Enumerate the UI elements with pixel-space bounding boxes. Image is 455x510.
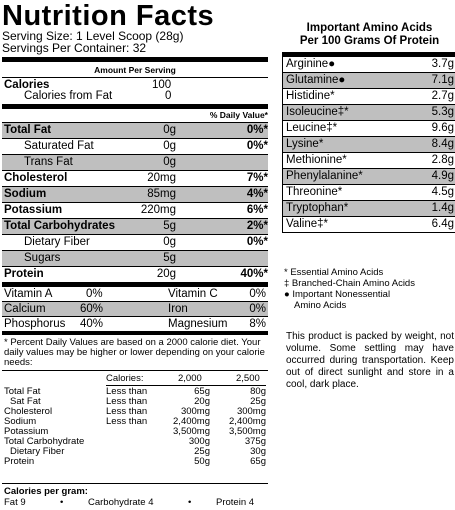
- vitamin-row: [2, 302, 268, 317]
- nutrient-name: Potassium: [4, 204, 63, 216]
- amino-name: Tryptophan*: [286, 202, 349, 214]
- ref-value: 65g: [194, 386, 210, 397]
- nutrient-pct: 0%*: [246, 124, 268, 136]
- calories-value: 100: [152, 79, 172, 91]
- nutrient-amount: 0g: [163, 140, 176, 152]
- nutrient-name: Cholesterol: [4, 172, 68, 184]
- nutrient-row-total-fat: [2, 123, 268, 139]
- ref-name: Dietary Fiber: [10, 446, 65, 457]
- amino-value: 4.5g: [431, 186, 454, 198]
- vitamin-row: [2, 287, 268, 302]
- nutrient-name: Saturated Fat: [24, 140, 94, 152]
- amino-row: [282, 153, 455, 169]
- calories-from-fat-value: 0: [165, 90, 172, 102]
- nutrient-pct: 6%*: [246, 204, 268, 216]
- calories-label: Calories: [4, 79, 50, 91]
- nutrient-row-saturated-fat: [2, 139, 268, 155]
- nutrient-name: Sodium: [4, 188, 47, 200]
- ref-value: 300mg: [180, 406, 210, 417]
- ref-value: 2,400mg: [229, 416, 266, 427]
- ref-value: 25g: [194, 446, 210, 457]
- amount-per-serving: Amount Per Serving: [2, 64, 268, 78]
- vitamin-value: 0%: [86, 288, 103, 300]
- daily-value-footnote: * Percent Daily Values are based on a 2000 calorie diet. Your daily values may be higher or lower depending on your calorie needs:: [2, 335, 268, 371]
- cpg-carb: Carbohydrate 4: [88, 497, 154, 508]
- thick-divider: [2, 57, 268, 62]
- legend-item: * Essential Amino Acids: [284, 267, 384, 278]
- amino-value: 5.3g: [431, 106, 454, 118]
- amino-row: [282, 73, 455, 89]
- amino-row: [282, 121, 455, 137]
- amino-title: [282, 22, 455, 57]
- ref-value: 300g: [188, 436, 210, 447]
- amino-name: Phenylalanine*: [286, 170, 363, 182]
- ref-value: 80g: [250, 386, 266, 397]
- calories-from-fat-label: Calories from Fat: [24, 90, 113, 102]
- bullet-icon: •: [188, 497, 192, 508]
- legend-item: Amino Acids: [284, 300, 347, 311]
- ref-cond: Less than: [106, 416, 148, 427]
- ref-value: 25g: [250, 396, 266, 407]
- ref-cond: Less than: [106, 406, 148, 417]
- amino-value: 8.4g: [431, 138, 454, 150]
- label-title: Nutrition Facts: [2, 0, 215, 32]
- amino-legend: [284, 267, 415, 311]
- ref-name: Protein: [4, 456, 35, 467]
- amino-value: 1.4g: [431, 202, 454, 214]
- amino-name: Threonine*: [286, 186, 343, 198]
- nutrient-pct: 7%*: [246, 172, 268, 184]
- ref-header: 2,000: [178, 373, 202, 384]
- ref-name: Sodium: [4, 416, 37, 427]
- vitamin-name: Iron: [168, 303, 188, 315]
- vitamin-value: 0%: [249, 303, 266, 315]
- nutrient-row-potassium: [2, 203, 268, 219]
- nutrient-name: Dietary Fiber: [24, 236, 90, 248]
- nutrient-row-dietary-fiber: [2, 235, 268, 251]
- ref-value: 30g: [250, 446, 266, 457]
- amino-row: [282, 105, 455, 121]
- calories-block: [2, 78, 268, 105]
- ref-value: 65g: [250, 456, 266, 467]
- calories-per-gram: [2, 484, 268, 510]
- legend-item: ‡ Branched-Chain Amino Acids: [284, 278, 415, 289]
- cpg-title: Calories per gram:: [4, 486, 88, 497]
- nutrient-amount: 0g: [163, 124, 176, 136]
- amino-name: Methionine*: [286, 154, 347, 166]
- nutrient-pct: 0%*: [246, 236, 268, 248]
- cpg-fat: Fat 9: [4, 497, 26, 508]
- nutrient-amount: 0g: [163, 236, 176, 248]
- cpg-values: [4, 497, 266, 508]
- ref-value: 300mg: [236, 406, 266, 417]
- amino-name: Valine‡*: [286, 218, 328, 230]
- nutrient-name: Trans Fat: [24, 156, 73, 168]
- ref-header: 2,500: [236, 373, 260, 384]
- nutrient-name: Total Fat: [4, 124, 52, 136]
- nutrient-pct: 40%*: [240, 268, 268, 280]
- amino-row: [282, 137, 455, 153]
- ref-header: Calories:: [106, 373, 144, 384]
- ref-value: 375g: [244, 436, 266, 447]
- vitamin-value: 8%: [249, 318, 266, 330]
- vitamin-value: 40%: [80, 318, 104, 330]
- amino-title-line: Per 100 Grams Of Protein: [299, 35, 440, 47]
- nutrient-amount: 85mg: [147, 188, 176, 200]
- amino-acid-table: [282, 22, 455, 233]
- nutrient-amount: 20mg: [147, 172, 176, 184]
- ref-value: 3,500mg: [173, 426, 210, 437]
- vitamin-name: Magnesium: [168, 318, 228, 330]
- amino-title-line: Important Amino Acids: [306, 22, 433, 34]
- ref-value: 50g: [194, 456, 210, 467]
- amino-value: 9.6g: [431, 122, 454, 134]
- vitamin-value: 0%: [249, 288, 266, 300]
- ref-name: Total Fat: [4, 386, 41, 397]
- nutrition-label: [2, 2, 268, 510]
- vitamin-name: Phosphorus: [4, 318, 66, 330]
- bullet-icon: •: [60, 497, 64, 508]
- ref-name: Cholesterol: [4, 406, 53, 417]
- amino-row: [282, 201, 455, 217]
- nutrient-row-sodium: [2, 187, 268, 203]
- ref-name: Sat Fat: [10, 396, 41, 407]
- amino-value: 3.7g: [431, 58, 454, 70]
- vitamin-name: Vitamin C: [168, 288, 218, 300]
- ref-name: Potassium: [4, 426, 49, 437]
- vitamin-row: [2, 317, 268, 331]
- amino-row: [282, 57, 455, 73]
- amino-name: Glutamine●: [286, 74, 346, 86]
- nutrient-name: Sugars: [24, 252, 61, 264]
- ref-name: Total Carbohydrate: [4, 436, 85, 447]
- vitamin-name: Vitamin A: [4, 288, 53, 300]
- ref-value: 20g: [194, 396, 210, 407]
- nutrient-name: Protein: [4, 268, 44, 280]
- amino-row: [282, 169, 455, 185]
- ref-cond: Less than: [106, 386, 148, 397]
- amino-name: Lysine*: [286, 138, 324, 150]
- nutrient-row-total-carbohydrates: [2, 219, 268, 235]
- vitamin-value: 60%: [80, 303, 104, 315]
- daily-value-header: % Daily Value*: [2, 109, 268, 123]
- nutrient-amount: 5g: [163, 220, 176, 232]
- nutrient-pct: 4%*: [246, 188, 268, 200]
- amino-row: [282, 185, 455, 201]
- ref-value: 2,400mg: [173, 416, 210, 427]
- nutrient-row-trans-fat: [2, 155, 268, 171]
- serving-size: Serving Size: 1 Level Scoop (28g): [2, 29, 184, 43]
- amino-name: Isoleucine‡*: [286, 106, 349, 118]
- amino-name: Leucine‡*: [286, 122, 338, 134]
- nutrient-row-cholesterol: [2, 171, 268, 187]
- ref-value: 3,500mg: [229, 426, 266, 437]
- amino-name: Histidine*: [286, 90, 335, 102]
- nutrient-amount: 0g: [163, 156, 176, 168]
- amino-value: 7.1g: [431, 74, 454, 86]
- nutrient-amount: 20g: [156, 268, 176, 280]
- nutrient-amount: 5g: [163, 252, 176, 264]
- amino-value: 2.7g: [431, 90, 454, 102]
- amino-value: 6.4g: [431, 218, 454, 230]
- reference-values-table: [2, 371, 268, 484]
- vitamin-name: Calcium: [4, 303, 46, 315]
- amino-value: 2.8g: [431, 154, 454, 166]
- nutrient-name: Total Carbohydrates: [4, 220, 115, 232]
- packing-note: This product is packed by weight, not volume. Some settling may have occurred during transportation. Keep out of direct sunlight and store in a cool, dark place.: [286, 331, 454, 390]
- ref-cond: Less than: [106, 396, 148, 407]
- cpg-protein: Protein 4: [216, 497, 255, 508]
- amino-name: Arginine●: [286, 58, 336, 70]
- amino-value: 4.9g: [431, 170, 454, 182]
- servings-per-container: Servings Per Container: 32: [2, 41, 147, 55]
- amino-row: [282, 217, 455, 233]
- nutrient-amount: 220mg: [140, 204, 176, 216]
- nutrient-row-protein: [2, 267, 268, 282]
- nutrient-row-sugars: [2, 251, 268, 267]
- nutrient-pct: 0%*: [246, 140, 268, 152]
- amino-row: [282, 89, 455, 105]
- nutrient-pct: 2%*: [246, 220, 268, 232]
- legend-item: ● Important Nonessential: [284, 289, 391, 300]
